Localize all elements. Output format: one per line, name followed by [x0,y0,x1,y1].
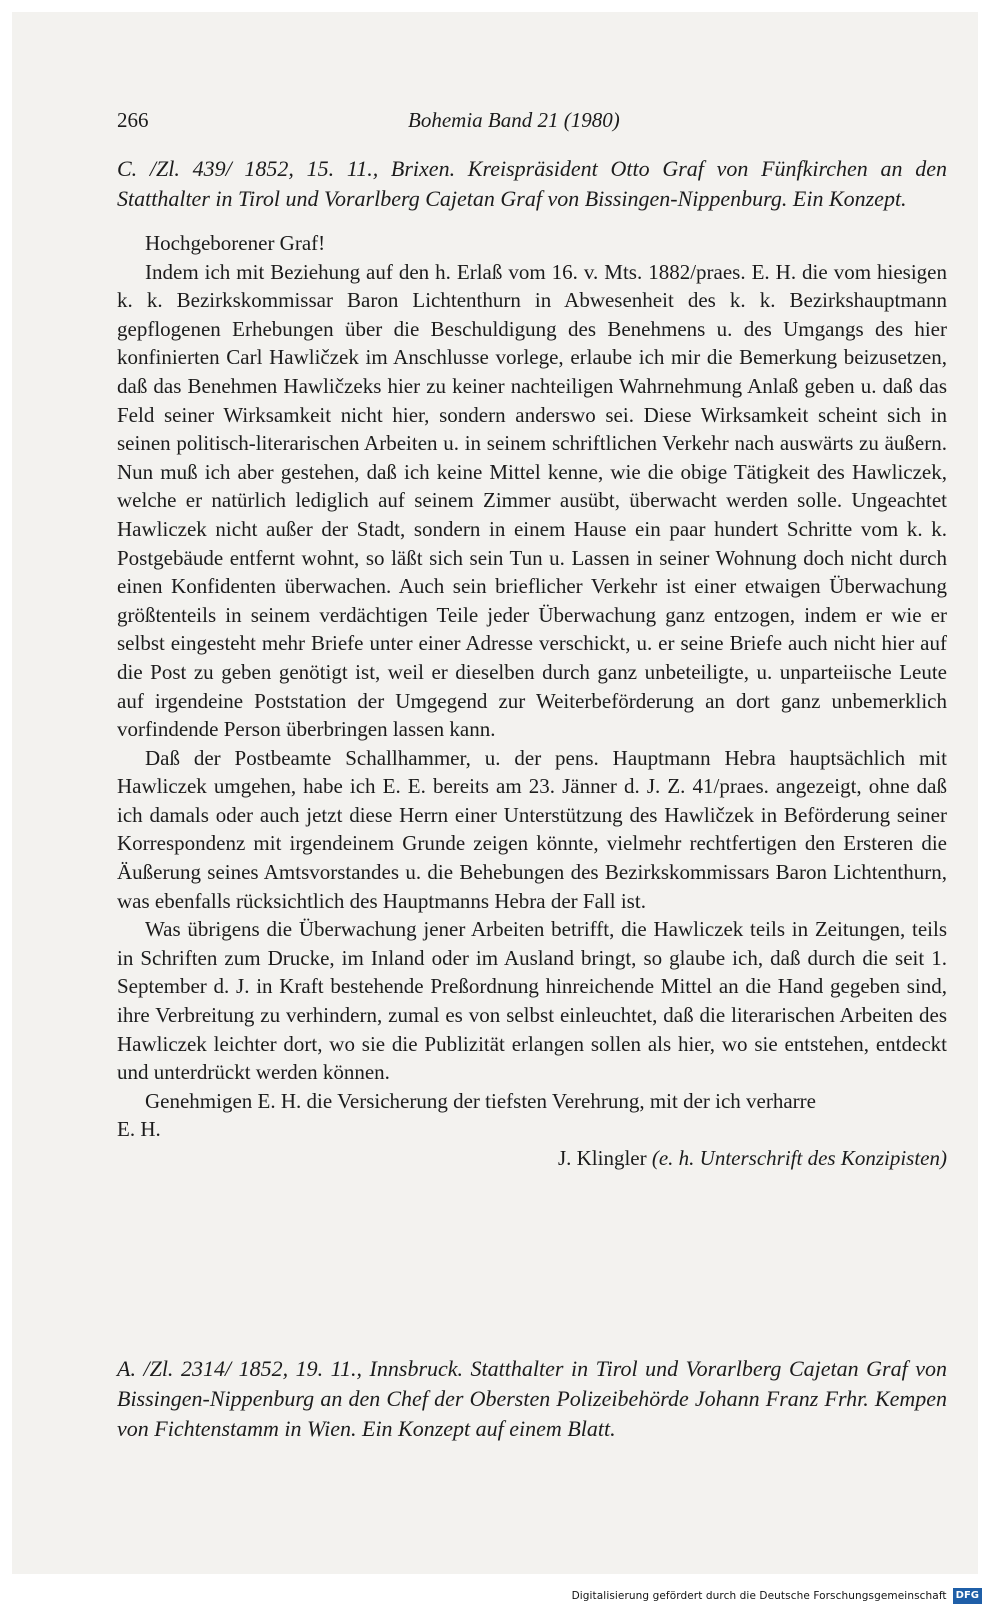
dfg-logo-icon: DFG [953,1588,982,1604]
journal-title: Bohemia Band 21 (1980) [408,108,620,132]
signature-note: (e. h. Unterschrift des Konzipisten) [651,1146,947,1170]
body-paragraph: Indem ich mit Beziehung auf den h. Erlaß vom 16. v. Mts. 1882/praes. E. H. die vom hiesigen k. k. Bezirkskommissar Baron Lichtenthurn in Abwesenheit des k. k. Bezirkshauptmann gepflogenen Erhebungen über die Beschuldigung des Benehmens u. des Umgangs des hier konfinierten Carl Hawličzek im Anschlusse vorlege, erlaube ich mir die Bemerkung beizusetzen, daß das Benehmen Hawličzeks hier zu keiner nachteiligen Wahrnehmung Anlaß geben u. daß das Feld seiner Wirksamkeit nicht hier, sondern anderswo sei. Diese Wirksamkeit scheint sich in seinen politisch-literarischen Arbeiten u. in seinem schriftlichen Verkehr nach auswärts zu äußern. Nun muß ich aber gestehen, daß ich keine Mittel kenne, wie die obige Tätigkeit des Hawliczek, welche er natürlich lediglich auf seinem Zimmer ausübt, überwacht werden solle. Ungeachtet Hawliczek nicht außer der Stadt, sondern in einem Hause ein paar hundert Schritte vom k. k. Postgebäude entfernt wohnt, so läßt sich sein Tun u. Lassen in seiner Wohnung doch nicht durch einen Konfidenten überwachen. Auch sein brieflicher Verkehr ist einer etwaigen Überwachung größtenteils in seinem verdächtigen Teile jeder Überwachung ganz entzogen, indem er wie er selbst eingesteht mehr Briefe unter einer Adresse verschickt, u. er seine Briefe auch nicht hier auf die Post zu geben genötigt ist, weil er dieselben durch ganz unbeteiligte, u. unparteiische Leute auf irgendeine Poststation der Umgegend zur Weiterbeförderung an dort ganz unbemerklich vorfindende Person überbringen lassen kann. [117,259,947,742]
document-header: A. /Zl. 2314/ 1852, 19. 11., Innsbruck. Statthalter in Tirol und Vorarlberg Cajetan Graf von Bissingen-Nippenburg an den Chef der Obersten Polizeibehörde Johann Franz Frhr. Kempen von Fichtenstamm in Wien. Ein Konzept auf einem Blatt. [117,1356,947,1441]
funding-credit: Digitalisierung gefördert durch die Deutsche Forschungsgemeinschaft [571,1590,947,1602]
closing-formula: Genehmigen E. H. die Versicherung der tiefsten Verehrung, mit der ich verharre [145,1088,816,1113]
salutation: Hochgeborener Graf! [145,231,326,255]
document-a [117,1354,947,1444]
document-c [117,154,947,1173]
body-paragraph: Was übrigens die Überwachung jener Arbeiten betrifft, die Hawliczek teils in Zeitungen, teils in Schriften zum Drucke, im Inland oder im Ausland bringt, so glaube ich, daß durch die seit 1. September d. J. in Kraft bestehende Preßordnung hinreichende Mittel an die Hand gegeben sind, ihre Verbreitung zu verhindern, zumal es von selbst einleuchtet, daß die literarischen Arbeiten des Hawliczek leichter dort, wo sie die Publizität erlangen sollen als hier, wo sie entstehen, entdeckt und unterdrückt werden können. [117,917,947,1085]
signature [117,1144,947,1173]
signature-name: J. Klingler [557,1146,647,1170]
closing-address: E. H. [117,1117,161,1142]
document-header: C. /Zl. 439/ 1852, 15. 11., Brixen. Kreispräsident Otto Graf von Fünfkirchen an den Statthalter in Tirol und Vorarlberg Cajetan Graf von Bissingen-Nippenburg. Ein Konzept. [117,156,947,211]
running-head [117,108,947,138]
body-paragraph: Daß der Postbeamte Schallhammer, u. der pens. Hauptmann Hebra hauptsächlich mit Hawliczek umgehen, habe ich E. E. bereits am 23. Jänner d. J. Z. 41/praes. angezeigt, ohne daß ich damals oder auch jetzt diese Herrn einer Unterstützung des Hawličzek in Beförderung seiner Korrespondenz mit irgendeinem Grunde zeigen könnte, vielmehr rechtfertigen den Ersteren die Äußerung seines Amtsvorstandes u. die Behebungen des Bezirkskommissars Baron Lichtenthurn, was ebenfalls rücksichtlich des Hauptmanns Hebra der Fall ist. [117,745,947,913]
page-number: 266 [117,108,149,132]
digitization-footer [572,1585,982,1607]
